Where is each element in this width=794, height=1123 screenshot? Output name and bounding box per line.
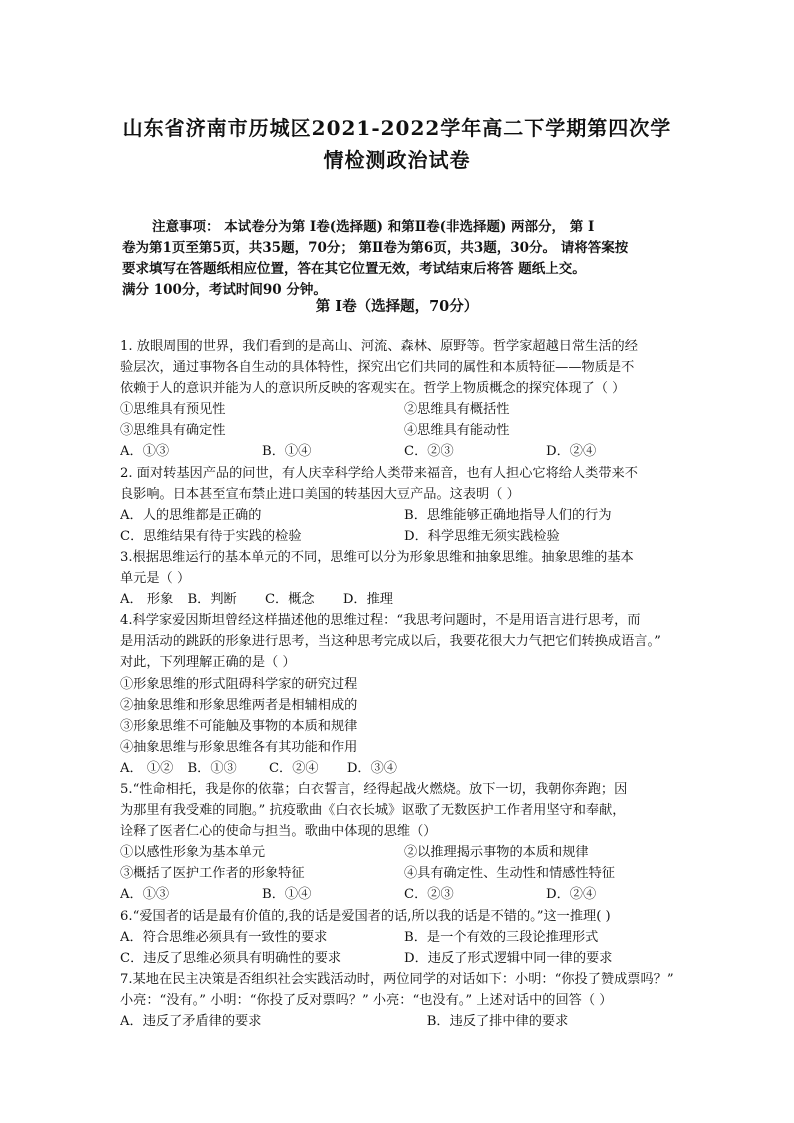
question-list	[120, 336, 688, 1032]
statement-row	[120, 842, 688, 863]
notice-line: 卷为第1页至第5页，共35题，70分； 第Ⅱ卷为第6页，共3题，30分。 请将答案按	[122, 240, 629, 257]
question-5	[120, 779, 688, 906]
statement-item: ①思维具有预见性	[120, 402, 226, 418]
statement-item: ②以推理揭示事物的本质和规律	[404, 845, 589, 861]
answer-options	[120, 927, 688, 948]
question-6	[120, 906, 688, 969]
answer-option: A．符合思维必须具有一致性的要求	[120, 929, 328, 945]
statement-item: ①以感性形象为基本单元	[120, 845, 266, 861]
answer-option: A． ①②	[120, 760, 174, 776]
question-stem-line: 是用活动的跳跃的形象进行思考，当这种思考完成以后，我要花很大力气把它们转换成语言。”	[120, 634, 661, 650]
answer-option: A． 形象	[120, 592, 174, 608]
answer-option: B．①④	[262, 887, 312, 903]
question-7	[120, 969, 688, 1032]
question-stem-line: 2. 面对转基因产品的问世，有人庆幸科学给人类带来福音，也有人担心它将给人类带来不	[120, 465, 638, 481]
exam-notice	[122, 216, 687, 300]
question-stem-line: 4.科学家爱因斯坦曾经这样描述他的思维过程：“我思考问题时，不是用语言进行思考，而	[120, 613, 641, 629]
question-stem-line: 诠释了医者仁心的使命与担当。歌曲中体现的思维（）	[120, 824, 437, 840]
answer-option: A．①③	[120, 887, 170, 903]
question-stem-line: 验层次，通过事物各自生动的具体特性，探究出它们共同的属性和本质特征——物质是不	[120, 360, 635, 376]
question-stem-line: 小亮：“没有。” 小明：“你投了反对票吗？” 小亮：“也没有。” 上述对话中的回答（ ）	[120, 992, 613, 1008]
answer-option: C．②④	[268, 760, 319, 776]
statement-row	[120, 399, 688, 420]
question-4	[120, 610, 688, 779]
statement-row	[120, 863, 688, 884]
question-stem-line: 7.某地在民主决策是否组织社会实践活动时，两位同学的对话如下：小明：“你投了赞成票吗？”	[120, 971, 674, 987]
question-stem-line: 对此，下列理解正确的是（ ）	[120, 655, 296, 671]
answer-option: C．违反了思维必须具有明确性的要求	[120, 950, 342, 966]
answer-option: C．②③	[404, 887, 454, 903]
question-3	[120, 547, 688, 610]
answer-option: D．③④	[346, 760, 397, 776]
statement-item: ④具有确定性、生动性和情感性特征	[404, 866, 615, 882]
answer-options	[120, 1011, 688, 1032]
question-stem-line: 6.“爱国者的话是最有价值的,我的话是爱国者的话,所以我的话是不错的。”这一推理( )	[120, 908, 611, 924]
statement-item: ③概括了医护工作者的形象特征	[120, 866, 305, 882]
answer-option: B．①④	[262, 444, 312, 460]
answer-option: B．①③	[187, 760, 237, 776]
answer-option: C．②③	[404, 444, 454, 460]
exam-title	[60, 112, 734, 176]
statement-item: ③思维具有确定性	[120, 423, 226, 439]
answer-option: D．推理	[342, 592, 393, 608]
answer-options	[120, 589, 688, 610]
answer-option: B．判断	[187, 592, 237, 608]
answer-option: D．科学思维无须实践检验	[404, 528, 560, 544]
answer-option: B．违反了排中律的要求	[426, 1014, 569, 1029]
section-heading: 第 Ⅰ卷（选择题，70分）	[315, 298, 479, 315]
question-stem-line: 为那里有我受难的同胞。” 抗疫歌曲《白衣长城》讴歌了无数医护工作者用坚守和奉献，	[120, 803, 626, 819]
question-stem-line: 3.根据思维运行的基本单元的不同，思维可以分为形象思维和抽象思维。抽象思维的基本	[120, 549, 634, 565]
statement-item: ③形象思维不可能触及事物的本质和规律	[120, 718, 358, 734]
answer-options	[120, 526, 688, 547]
answer-options	[120, 884, 688, 905]
notice-line: 要求填写在答题纸相应位置，答在其它位置无效，考试结束后将答 题纸上交。	[122, 261, 586, 278]
statement-item: ④思维具有能动性	[404, 423, 510, 439]
statement-item: ②抽象思维和形象思维两者是相辅相成的	[120, 697, 358, 713]
question-stem-line: 依赖于人的意识并能为人的意识所反映的客观实在。哲学上物质概念的探究体现了（ ）	[120, 381, 626, 397]
answer-option: A．人的思维都是正确的	[120, 507, 262, 523]
statement-item: ④抽象思维与形象思维各有其功能和作用	[120, 739, 358, 755]
question-1	[120, 336, 688, 463]
answer-options	[120, 948, 688, 969]
notice-line: 满分 100分，考试时间90 分钟。	[122, 282, 327, 299]
answer-option: B．思维能够正确地指导人们的行为	[404, 507, 612, 523]
statement-item: ②思维具有概括性	[404, 402, 510, 418]
answer-options	[120, 441, 688, 462]
exam-title-line-1: 山东省济南市历城区2021-2022学年高二下学期第四次学	[122, 116, 672, 140]
answer-option: D．②④	[546, 887, 597, 903]
question-stem-line: 单元是（ ）	[120, 571, 191, 587]
answer-option: A．①③	[120, 444, 170, 460]
notice-line: 注意事项： 本试卷分为第 Ⅰ卷(选择题) 和第Ⅱ卷(非选择题) 两部分， 第 Ⅰ	[152, 219, 595, 235]
answer-option: C．概念	[264, 592, 315, 608]
answer-option: D．②④	[546, 444, 597, 460]
answer-option: A．违反了矛盾律的要求	[120, 1014, 262, 1029]
statement-row	[120, 420, 688, 441]
answer-options	[120, 758, 688, 779]
answer-option: C．思维结果有待于实践的检验	[120, 528, 302, 544]
question-stem-line: 1. 放眼周围的世界，我们看到的是高山、河流、森林、原野等。哲学家超越日常生活的经	[120, 339, 638, 354]
question-stem-line: 5.“性命相托，我是你的依靠；白衣誓言，经得起战火燃烧。放下一切，我朝你奔跑；因	[120, 781, 628, 797]
answer-option: D．违反了形式逻辑中同一律的要求	[404, 950, 613, 966]
exam-title-line-2: 情检测政治试卷	[323, 148, 471, 172]
question-stem-line: 良影响。日本甚至宣布禁止进口美国的转基因大豆产品。这表明（ ）	[120, 486, 520, 502]
question-2	[120, 463, 688, 547]
statement-item: ①形象思维的形式阻碍科学家的研究过程	[120, 676, 358, 692]
answer-option: B．是一个有效的三段论推理形式	[404, 929, 599, 945]
answer-options	[120, 505, 688, 526]
